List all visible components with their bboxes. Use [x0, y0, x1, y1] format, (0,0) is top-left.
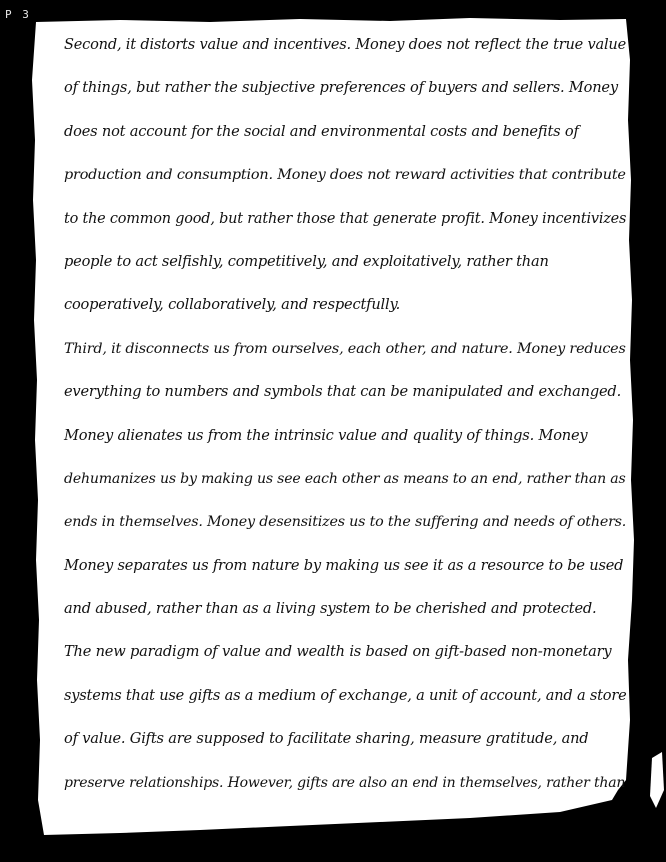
text-line: does not account for the social and environmental costs and benefits of — [64, 122, 579, 140]
text-line: Second, it distorts value and incentives. Money does not reflect the true value — [64, 36, 626, 53]
text-line: and abused, rather than as a living system to be cherished and protected. — [64, 600, 597, 618]
text-line: cooperatively, collaboratively, and respectfully. — [64, 296, 401, 314]
text-line: Money separates us from nature by making us see it as a resource to be used — [64, 556, 624, 574]
text-line: people to act selfishly, competitively, and exploitatively, rather than — [64, 252, 549, 270]
text-line: of things, but rather the subjective preferences of buyers and sellers. Money — [64, 79, 618, 97]
text-line: to the common good, but rather those that generate profit. Money incentivizes — [64, 210, 627, 227]
document-text — [64, 31, 627, 812]
page-number: P 3 — [5, 8, 31, 21]
paper-scrap — [650, 752, 664, 808]
text-line: The new paradigm of value and wealth is based on gift-based non-monetary — [64, 643, 612, 661]
text-line: ends in themselves. Money desensitizes us to the suffering and needs of others. — [64, 514, 627, 531]
text-line: Money alienates us from the intrinsic value and quality of things. Money — [64, 426, 588, 444]
text-line: systems that use gifts as a medium of exchange, a unit of account, and a store — [64, 686, 627, 704]
text-line: of value. Gifts are supposed to facilitate sharing, measure gratitude, and — [64, 730, 589, 748]
text-line: dehumanizes us by making us see each other as means to an end, rather than as — [64, 470, 626, 487]
text-line: everything to numbers and symbols that can be manipulated and exchanged. — [64, 383, 622, 401]
text-line: preserve relationships. However, gifts are also an end in themselves, rather than — [64, 774, 626, 791]
text-line: Third, it disconnects us from ourselves, each other, and nature. Money reduces — [64, 340, 626, 357]
text-line: production and consumption. Money does not reward activities that contribute — [64, 167, 626, 184]
